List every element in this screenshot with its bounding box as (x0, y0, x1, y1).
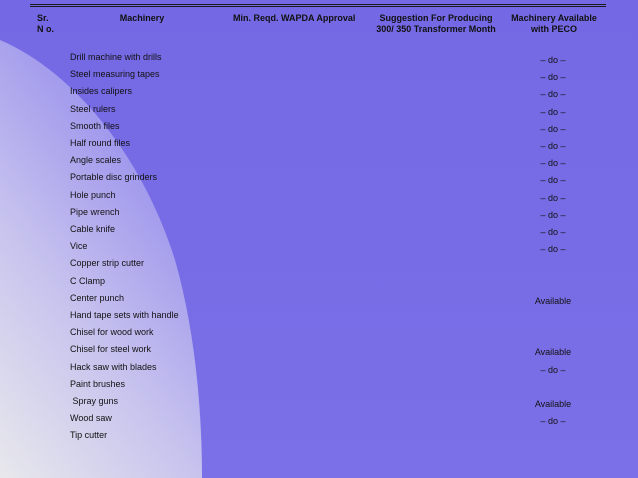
machinery-item: Smooth files (70, 120, 120, 131)
header-sr-line2: N o. (37, 24, 54, 34)
machinery-item: Steel rulers (70, 103, 116, 114)
header-machinery: Machinery (119, 13, 165, 23)
availability-status: – do – (540, 55, 566, 65)
machinery-item: Tip cutter (70, 430, 108, 441)
machinery-item: Paint brushes (70, 378, 126, 389)
availability-status: – do – (540, 123, 566, 134)
availability-status: – do – (540, 364, 566, 375)
availability-status: – do – (540, 158, 566, 169)
top-rule (30, 4, 606, 5)
machinery-item: Hole punch (70, 189, 116, 200)
header-availability: Machinery Available with PECO (511, 13, 597, 34)
machinery-item: Copper strip cutter (70, 258, 145, 269)
machinery-item: Chisel for wood work (70, 327, 154, 338)
availability-status: – do – (540, 89, 566, 100)
machinery-item: Angle scales (70, 155, 122, 166)
availability-status: Available (534, 295, 572, 306)
machinery-item: Pipe wrench (70, 206, 120, 217)
machinery-item: Wood saw (70, 413, 112, 424)
availability-status: – do – (540, 106, 566, 117)
availability-status: – do – (540, 244, 566, 255)
machinery-item: Hand tape sets with handle (70, 310, 179, 320)
availability-status: – do – (540, 72, 566, 83)
availability-status: Available (534, 399, 572, 409)
header-sr-no (37, 13, 57, 35)
header-min-reqd: Min. Reqd. WAPDA Approval (233, 13, 356, 23)
machinery-item: Portable disc grinders (70, 172, 158, 183)
header-sr-line1: Sr. (37, 13, 49, 23)
top-rule-secondary (30, 6, 606, 7)
availability-status: Available (534, 347, 572, 358)
availability-status: – do – (540, 209, 566, 220)
machinery-item: Drill machine with drills (70, 52, 162, 62)
availability-status: – do – (540, 416, 566, 427)
machinery-item: Vice (70, 241, 88, 252)
header-suggestion: Suggestion For Producing 300/ 350 Transformer Month (376, 13, 496, 34)
machinery-item: Chisel for steel work (70, 344, 152, 355)
availability-status: – do – (540, 141, 566, 151)
machinery-item: Half round files (70, 138, 131, 148)
availability-status: – do – (540, 227, 566, 237)
machinery-item: Spray guns (70, 396, 119, 406)
machinery-item: Cable knife (70, 224, 116, 234)
machinery-item: Center punch (70, 292, 125, 303)
machinery-item: Steel measuring tapes (70, 69, 160, 80)
machinery-item: C Clamp (70, 275, 106, 286)
machinery-item: Hack saw with blades (70, 361, 157, 372)
availability-status: – do – (540, 192, 566, 203)
availability-status: – do – (540, 175, 566, 186)
machinery-item: Insides calipers (70, 86, 133, 97)
